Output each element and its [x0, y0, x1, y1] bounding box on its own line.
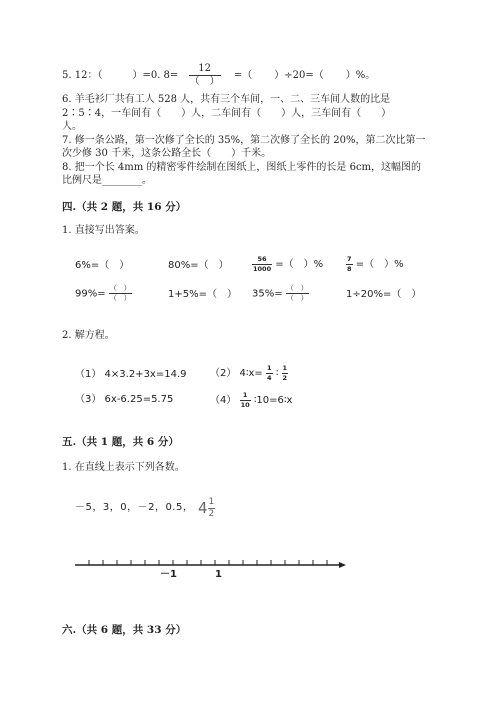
eq2-ratio-sign: ∶	[275, 368, 279, 379]
mixed-num: 1	[208, 497, 215, 507]
eq2-frac1	[266, 365, 273, 381]
s4-row1-c-fraction	[252, 256, 272, 272]
eq4-frac	[240, 392, 251, 408]
eq4-text-a: （4）	[210, 395, 237, 406]
number-line-arrow	[339, 562, 346, 568]
eq2-text: （2） 4∶x=	[210, 368, 263, 379]
q5-frac-num: 12	[198, 63, 212, 74]
s4-row2-d: 1÷20%=（ ）	[346, 289, 422, 300]
numbers-list	[75, 503, 193, 513]
q8-line1: 8. 把一个长 4mm 的精密零件绘制在图纸上，图纸上零件的长是 6cm，这幅图的	[62, 162, 422, 173]
mixed-fraction	[208, 498, 216, 519]
s4-row1-d-fraction	[346, 256, 353, 272]
q5-part-e: ）%。	[345, 70, 376, 81]
s4-row1-d	[346, 256, 404, 272]
s4-row1-c	[252, 256, 323, 272]
q8-line2: 比例尺是________。	[62, 175, 152, 186]
q5-line	[62, 64, 375, 87]
eq2-frac2-den: 2	[282, 373, 288, 382]
s4-row1-a: 6%=（ ）	[75, 260, 130, 271]
s4-row2-b: 1+5%=（ ）	[168, 289, 237, 300]
eq2-frac1-den: 4	[267, 373, 272, 382]
q5-part-d: ）÷20=（	[274, 70, 324, 81]
section6-title: 六.（共 6 题，共 33 分）	[62, 624, 187, 636]
numbers-text: －5，3，0，－2，0.5，	[75, 502, 194, 513]
section4-q1-title: 1. 直接写出答案。	[62, 225, 145, 236]
q7-line2: 次少修 30 千米，这条公路全长（ ）千米。	[62, 148, 272, 159]
q5-part-a: 5. 12：（	[62, 70, 103, 81]
q5-fraction	[189, 64, 221, 87]
eq4-frac-num: 1	[242, 391, 248, 399]
q6-line2: 2∶5∶4，一车间有（ ）人，二车间有（ ）人，三车间有（ ）	[62, 108, 392, 119]
s4-row2-c-num: （ ）	[286, 284, 308, 292]
eq4-text-b: ∶10=6∶x	[253, 395, 293, 406]
eq2-frac2-num: 1	[282, 364, 288, 372]
tick-label-1: 1	[215, 569, 222, 580]
s4-row1-c-den: 1000	[253, 264, 272, 273]
s4-row2-a-fraction	[109, 285, 132, 302]
eq4-frac-den: 10	[240, 400, 250, 409]
mixed-number	[198, 498, 215, 519]
section4-title: 四.（共 2 题，共 16 分）	[62, 201, 187, 213]
equation-1: （1） 4×3.2+3x=14.9	[75, 369, 187, 380]
s4-row2-a-num: （ ）	[109, 284, 131, 292]
equation-4	[210, 392, 292, 408]
s4-row2-c	[252, 285, 309, 302]
equation-2	[210, 365, 288, 381]
s4-row2-c-text: 35%=	[252, 288, 283, 300]
s4-row1-c-rest: =（ ）%	[275, 259, 324, 270]
s4-row1-c-num: 56	[257, 255, 267, 263]
number-line	[0, 553, 500, 593]
q5-frac-den: （ ）	[189, 76, 220, 87]
eq2-frac1-num: 1	[267, 364, 272, 372]
mixed-whole: 4	[198, 499, 208, 517]
s4-row2-c-fraction	[286, 285, 309, 302]
s4-row1-b: 80%=（ ）	[168, 260, 229, 271]
eq2-frac2	[282, 365, 289, 381]
s4-row1-d-rest: =（ ）%	[355, 259, 404, 270]
s4-row1-d-num: 7	[347, 255, 352, 263]
q5-part-c: =（	[233, 70, 253, 81]
s4-row2-a-text: 99%=	[75, 288, 106, 300]
s4-row2-a-den: （ ）	[109, 294, 131, 302]
q7-line1: 7. 修一条公路，第一次修了全长的 35%，第二次修了全长的 20%，第二次比第一	[62, 135, 426, 146]
equation-3: （3） 6x-6.25=5.75	[75, 394, 174, 405]
s4-row2-c-den: （ ）	[286, 294, 308, 302]
mixed-den: 2	[208, 509, 215, 519]
s4-row1-d-den: 8	[347, 264, 352, 273]
section5-title: 五.（共 1 题，共 6 分）	[62, 436, 179, 448]
s4-row2-a	[75, 285, 132, 302]
q6-line1: 6. 羊毛衫厂共有工人 528 人，共有三个车间，一、二、三车间人数的比是	[62, 94, 391, 105]
tick-label-neg1: －1	[160, 569, 177, 580]
q5-part-b: ）=0. 8=	[132, 70, 179, 81]
q6-line3: 人。	[62, 121, 82, 132]
section4-q2-title: 2. 解方程。	[62, 330, 115, 341]
section5-q1-title: 1. 在直线上表示下列各数。	[62, 462, 185, 473]
